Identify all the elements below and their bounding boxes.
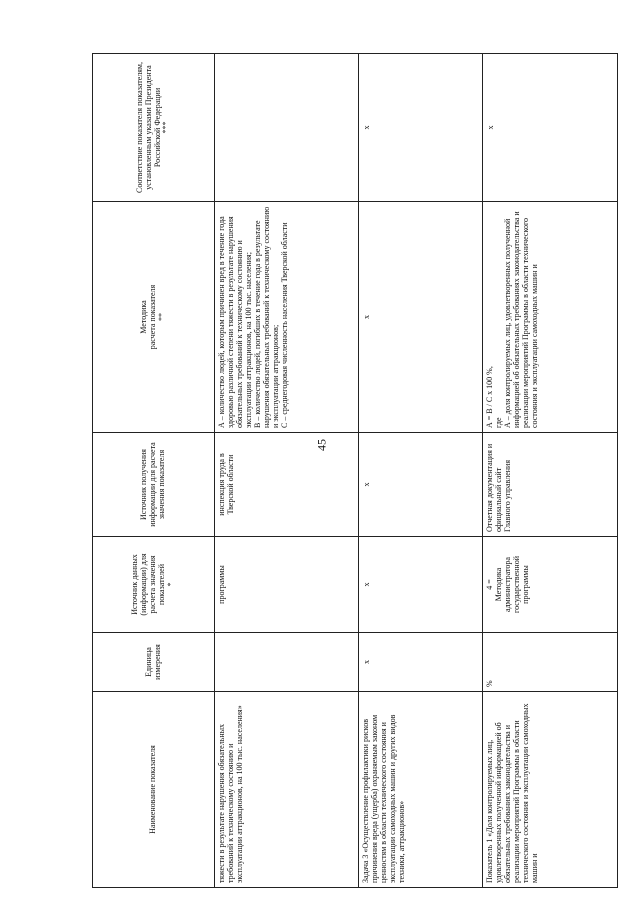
cell-info-source: х — [359, 433, 483, 537]
table-row — [483, 54, 618, 888]
indicator-table — [92, 53, 618, 888]
cell-data-source: программы — [215, 537, 359, 633]
cell-methodology: А – количество людей, которым причинен вред в течение года здоровью различной степени тяжести в результате нарушения обязательных требований к техническому состоянию и эксплуатации аттракционов, на 100 тыс. населения; В – количество людей, погибших в течение года в результате нарушения обязательных требований к техническому состоянию и эксплуатации аттракционов; С – среднегодовая численность населения Тверской области — [215, 202, 359, 433]
cell-data-source: 4 = Методика администратора государственной программы — [483, 537, 618, 633]
header-presidential-compliance: Соответствие показателя показателям, установленным указами Президента Российской Федерации *** — [93, 54, 215, 202]
cell-indicator-name: тяжести в результате нарушения обязательных требований к техническому состоянию и эксплуатации аттракционов, на 100 тыс. населения» — [215, 692, 359, 888]
table-row — [359, 54, 483, 888]
cell-indicator-name: Показатель 1 «Доля контролируемых лиц, удовлетворенных полученной информацией об обязательных требованиях законодательства и реализации мероприятий Программы в области технического состояния и эксплуатации самоходных машин и — [483, 692, 618, 888]
header-indicator-name: Наименование показателя — [93, 692, 215, 888]
rotated-table-container — [92, 54, 617, 888]
cell-compliance — [215, 54, 359, 202]
header-data-source: Источник данных (информации) для расчета значения показателей * — [93, 537, 215, 633]
header-info-source: Источник получения информации для расчета значения показателя — [93, 433, 215, 537]
cell-info-source: Отчетная документация и официальный сайт Главного управления — [483, 433, 618, 537]
table-header-row — [93, 54, 215, 888]
table-row — [215, 54, 359, 888]
page-number: 45 — [314, 439, 329, 451]
cell-unit: х — [359, 633, 483, 692]
cell-unit: % — [483, 633, 618, 692]
cell-methodology: А = В / С х 100 %, где А – доля контролируемых лиц, удовлетворенных полученной информацией об обязательных требованиях законодательства и реализации мероприятий Программы в области технического состояния и эксплуатации самоходных машин и — [483, 202, 618, 433]
cell-indicator-name: Задача 3 «Осуществление профилактики рисков причинения вреда (ущерба) охраняемым законом ценностям в области технического состояния и эксплуатации самоходных машин и других видов техники, аттракционов» — [359, 692, 483, 888]
header-methodology: Методика расчета показателя ** — [93, 202, 215, 433]
cell-compliance: х — [483, 54, 618, 202]
cell-data-source: х — [359, 537, 483, 633]
cell-unit — [215, 633, 359, 692]
header-unit: Единица измерения — [93, 633, 215, 692]
cell-methodology: х — [359, 202, 483, 433]
cell-info-source: инспекция труда в Тверской области — [215, 433, 359, 537]
cell-compliance: х — [359, 54, 483, 202]
